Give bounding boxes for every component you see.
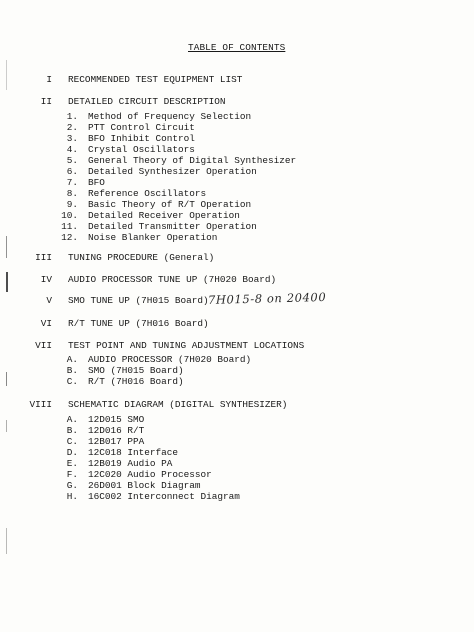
item-number: 6. <box>66 166 78 177</box>
item-number: 9. <box>66 199 78 210</box>
item-title: 12D016 R/T <box>88 425 145 436</box>
item-title: 16C002 Interconnect Diagram <box>88 491 240 502</box>
item-title: 12B017 PPA <box>88 436 145 447</box>
handwritten-note: 7H015-8 on 20400 <box>207 289 327 307</box>
item-number: E. <box>66 458 78 469</box>
item-number: F. <box>66 469 78 480</box>
section-number: III <box>35 252 52 263</box>
item-title: PTT Control Circuit <box>88 122 195 133</box>
item-number: 12. <box>61 232 78 243</box>
item-title: 26D001 Block Diagram <box>88 480 201 491</box>
section-number: VII <box>35 340 52 351</box>
item-title: Method of Frequency Selection <box>88 111 252 122</box>
item-number: C. <box>66 436 78 447</box>
item-number: 7. <box>66 177 78 188</box>
item-number: 5. <box>66 155 78 166</box>
item-title: Basic Theory of R/T Operation <box>88 199 252 210</box>
item-number: 1. <box>66 111 78 122</box>
margin-mark <box>6 236 7 258</box>
item-title: 12B019 Audio PA <box>88 458 173 469</box>
item-number: C. <box>66 376 78 387</box>
section-number: VIII <box>29 399 52 410</box>
section-number: VI <box>40 318 52 329</box>
item-number: H. <box>66 491 78 502</box>
item-number: G. <box>66 480 78 491</box>
margin-mark <box>6 372 7 386</box>
item-title: Detailed Receiver Operation <box>88 210 240 221</box>
margin-mark <box>6 528 7 554</box>
item-number: 8. <box>66 188 78 199</box>
item-title: BFO <box>88 177 105 188</box>
section-title: TUNING PROCEDURE (General) <box>68 252 215 263</box>
item-title: Detailed Transmitter Operation <box>88 221 257 232</box>
item-number: D. <box>66 447 78 458</box>
margin-mark <box>6 60 7 90</box>
section-title: DETAILED CIRCUIT DESCRIPTION <box>68 96 226 107</box>
item-title: Crystal Oscillators <box>88 144 195 155</box>
item-title: Noise Blanker Operation <box>88 232 218 243</box>
section-number: I <box>46 74 52 85</box>
margin-mark <box>6 420 7 432</box>
section-title: SCHEMATIC DIAGRAM (DIGITAL SYNTHESIZER) <box>68 399 288 410</box>
item-number: B. <box>66 365 78 376</box>
item-title: R/T (7H016 Board) <box>88 376 184 387</box>
item-number: 4. <box>66 144 78 155</box>
item-number: A. <box>66 354 78 365</box>
section-title: TEST POINT AND TUNING ADJUSTMENT LOCATIONS <box>68 340 305 351</box>
section-title: RECOMMENDED TEST EQUIPMENT LIST <box>68 74 243 85</box>
toc-title: TABLE OF CONTENTS <box>188 42 286 53</box>
item-title: SMO (7H015 Board) <box>88 365 184 376</box>
section-number: V <box>46 295 52 306</box>
section-title: R/T TUNE UP (7H016 Board) <box>68 318 209 329</box>
item-number: B. <box>66 425 78 436</box>
item-title: General Theory of Digital Synthesizer <box>88 155 297 166</box>
item-title: 12C018 Interface <box>88 447 179 458</box>
section-title: AUDIO PROCESSOR TUNE UP (7H020 Board) <box>68 274 277 285</box>
item-title: Reference Oscillators <box>88 188 207 199</box>
item-number: 10. <box>61 210 78 221</box>
section-title: SMO TUNE UP (7H015 Board) <box>68 295 209 306</box>
item-title: 12C020 Audio Processor <box>88 469 212 480</box>
margin-mark <box>6 272 8 292</box>
item-title: BFO Inhibit Control <box>88 133 195 144</box>
section-number: II <box>40 96 52 107</box>
item-number: 3. <box>66 133 78 144</box>
item-number: 11. <box>61 221 78 232</box>
section-number: IV <box>40 274 52 285</box>
item-title: AUDIO PROCESSOR (7H020 Board) <box>88 354 252 365</box>
item-title: 12D015 SMO <box>88 414 145 425</box>
item-title: Detailed Synthesizer Operation <box>88 166 257 177</box>
item-number: 2. <box>66 122 78 133</box>
item-number: A. <box>66 414 78 425</box>
